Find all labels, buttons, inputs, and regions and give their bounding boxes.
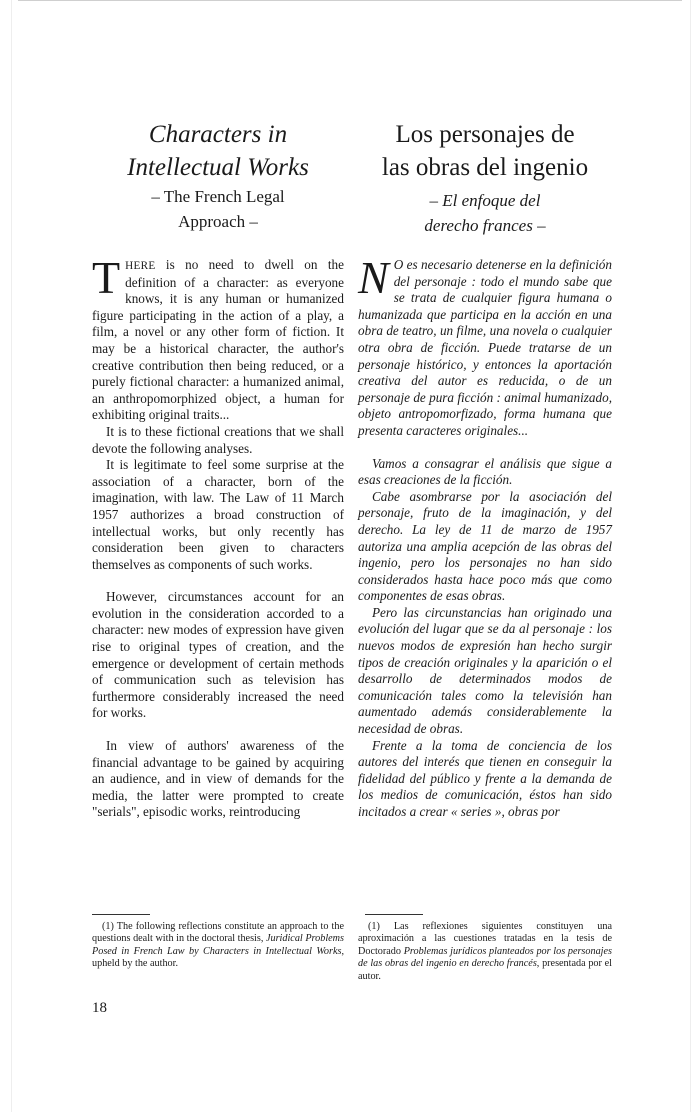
- english-footnote-rule: [92, 914, 150, 915]
- english-paragraph-5: In view of authors' awareness of the financial advantage to be gained by acquiring an audience, and in view of demands for the media, the latter were prompted to create "serials", episodic works, reintroducing: [92, 738, 344, 820]
- spanish-drop-cap: N: [358, 252, 389, 303]
- english-paragraph-1-text: is no need to dwell on the definition of a character: as everyone knows, it is any human or humanized figure participating in the action of a play, a film, a novel or any other form of fiction. It may be a historical character, the author's creative contribution then being reduced, or a purely fictional character: a humanized animal, an anthropomorphized object, a human for exhibiting original traits...: [92, 257, 344, 423]
- spanish-subtitle: [358, 188, 612, 238]
- english-title-line1: Characters in: [148, 121, 288, 148]
- spanish-title: [358, 118, 612, 184]
- spanish-subtitle-line1: – El enfoque del: [429, 191, 541, 210]
- english-title: [92, 118, 344, 184]
- english-subtitle: [92, 184, 344, 234]
- spanish-footnote: [358, 921, 612, 983]
- page-top-border: [18, 0, 682, 1]
- english-body: [92, 252, 344, 821]
- english-title-line2: Intellectual Works: [127, 154, 309, 181]
- spanish-paragraph-5: Frente a la toma de conciencia de los autores del interés que tienen en conseguir la fidelidad del público y frente a la demanda de los medios de comunicación, éstos han sido incitados a crear « series », obras por: [358, 737, 612, 819]
- spanish-paragraph-3: Cabe asombrarse por la asociación del personaje, fruto de la imaginación, y del derecho. La ley de 11 de marzo de 1957 autoriza una amplia acepción de las obras del ingenio, pero los personajes no han sido considerados hasta hace poco más que como componentes de esas obras.: [358, 488, 612, 604]
- english-subtitle-line1: – The French Legal: [151, 187, 285, 206]
- spanish-body: [358, 252, 612, 821]
- spanish-subtitle-line2: derecho frances –: [424, 216, 546, 235]
- spanish-paragraph-1: [358, 252, 612, 440]
- page-right-edge: [690, 0, 691, 1112]
- page-left-edge: [11, 0, 12, 1112]
- english-paragraph-3: It is legitimate to feel some surprise at the association of a character, born of the imagination, with law. The Law of 11 March 1957 authorizes a broad construction of intellectual works, but only recently has consideration been given to characters themselves as components of such works.: [92, 457, 344, 572]
- spanish-footnote-title: Problemas jurídicos planteados por los personajes de las obras del ingenio en derecho francés: [358, 945, 612, 970]
- english-paragraph-2: It is to these fictional creations that we shall devote the following analyses.: [92, 423, 344, 456]
- spanish-title-line2: las obras del ingenio: [381, 154, 589, 181]
- spanish-title-line1: Los personajes de: [395, 121, 575, 148]
- english-footnote-title: Juridical Problems Posed in French Law by Characters in Intellectual Works: [92, 933, 344, 957]
- english-subtitle-line2: Approach –: [178, 212, 258, 231]
- spanish-paragraph-2: Vamos a consagrar el análisis que sigue a esas creaciones de la ficción.: [358, 455, 612, 488]
- spanish-footnote-rule: [365, 914, 423, 915]
- english-paragraph-1: [92, 252, 344, 424]
- english-drop-cap: T: [92, 252, 121, 303]
- spanish-paragraph-4: Pero las circunstancias han originado una evolución del lugar que se da al personaje : los nuevos modos de expresión han hecho surgir tipos de creación originales y la aparición o el desarrollo de determinados modos de comunicación tales como la televisión han aumentado además considerablemente la necesidad de obras.: [358, 604, 612, 737]
- english-paragraph-4: However, circumstances account for an evolution in the consideration accorded to a character: new modes of expression have given rise to original types of creation, and the emergence or development of certain methods of communication such as television has furthermore considerably increased the need for works.: [92, 589, 344, 721]
- english-lead-word: HERE: [125, 260, 156, 272]
- english-footnote: [92, 921, 344, 971]
- page-number: 18: [92, 1000, 107, 1016]
- spanish-footnote-text-a: (1) Las reflexiones siguientes constituyen una aproximación a las cuestiones tratadas en la tesis de Doctorado: [358, 921, 612, 957]
- english-footnote-text-b: , upheld by the author.: [92, 945, 344, 970]
- spanish-paragraph-1-text: O es necesario detenerse en la definición del personaje : todo el mundo sabe que se trata de cualquier figura humana o humanizada que participa en la acción en una obra de teatro, un filme, una novela o cualquier otra obra de ficción. Puede tratarse de un personaje histórico, y entonces la aportación creativa del autor es reducida, o de un personaje de pura ficción : animal humanizado, objeto antropomorfizado, forma humana que presenta caracteres originales...: [358, 257, 612, 438]
- english-footnote-text-a: (1) The following reflections constitute an approach to the questions dealt with in the doctoral thesis,: [92, 921, 344, 945]
- spanish-footnote-text-b: , presentada por el autor.: [358, 958, 612, 982]
